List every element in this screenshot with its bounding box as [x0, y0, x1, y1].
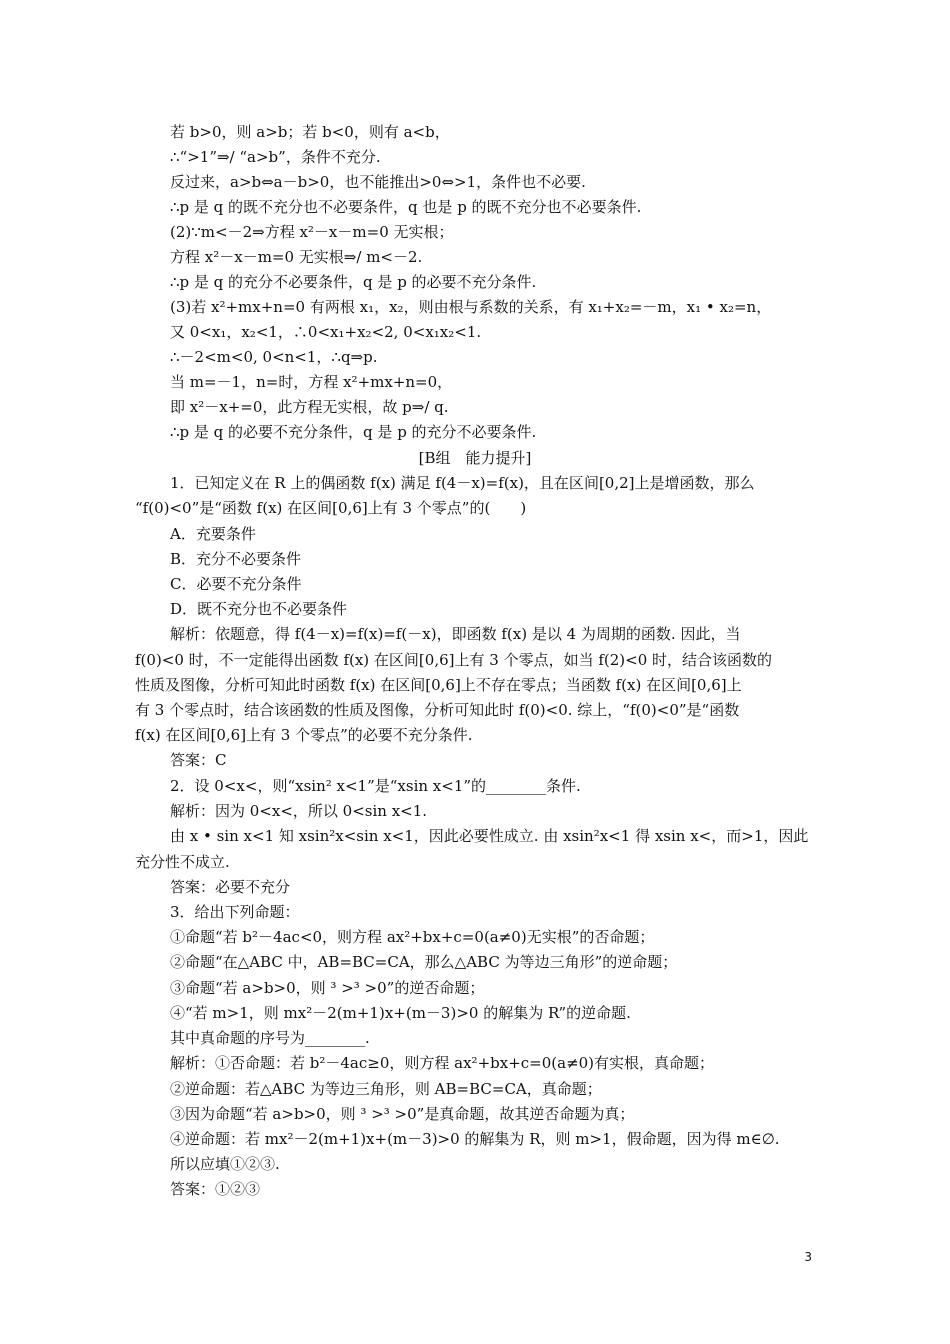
text-line: ③命题“若 a>b>0，则 ³ >³ >0”的逆否命题；	[170, 979, 485, 997]
text-line: ②逆命题：若△ABC 为等边三角形，则 AB=BC=CA，真命题；	[170, 1080, 602, 1098]
text-line: 1．已知定义在 R 上的偶函数 f(x) 满足 f(4－x)=f(x)，且在区间[0,2]上是增函数，那么	[170, 474, 755, 492]
text-line: 即 x²－x+=0，此方程无实根，故 p⇒/ q.	[170, 398, 449, 416]
text-line: D．既不充分也不必要条件	[170, 600, 348, 618]
text-line: 3．给出下列命题：	[170, 903, 300, 921]
text-line: 解析：因为 0<x<，所以 0<sin x<1.	[170, 802, 428, 820]
text-line: f(x) 在区间[0,6]上有 3 个零点”的必要不充分条件.	[135, 726, 473, 744]
text-line: 答案：C	[170, 751, 227, 769]
text-line: ④“若 m>1，则 mx²－2(m+1)x+(m－3)>0 的解集为 R”的逆命题.	[170, 1004, 631, 1022]
text-line: (3)若 x²+mx+n=0 有两根 x₁，x₂，则由根与系数的关系，有 x₁+x₂=－m，x₁ • x₂=n，	[170, 298, 772, 316]
text-line: “f(0)<0”是“函数 f(x) 在区间[0,6]上有 3 个零点”的( )	[135, 499, 527, 517]
text-line: 其中真命题的序号为________.	[170, 1029, 370, 1047]
text-line: 由 x • sin x<1 知 xsin²x<sin x<1，因此必要性成立. 由 xsin²x<1 得 xsin x<，而>1，因此	[170, 827, 809, 845]
text-line: 充分性不成立.	[135, 853, 230, 871]
text-line: ④逆命题：若 mx²－2(m+1)x+(m－3)>0 的解集为 R，则 m>1，假命题，因为得 m∈∅.	[170, 1130, 780, 1148]
text-line: ∴－2<m<0, 0<n<1，∴q⇒p.	[170, 348, 378, 366]
text-line: 答案：必要不充分	[170, 878, 291, 896]
text-line: C．必要不充分条件	[170, 575, 302, 593]
text-line: ∴p 是 q 的充分不必要条件，q 是 p 的必要不充分条件.	[170, 273, 537, 291]
text-line: ②命题“在△ABC 中，AB=BC=CA，那么△ABC 为等边三角形”的逆命题；	[170, 953, 678, 971]
text-line: ③因为命题“若 a>b>0，则 ³ >³ >0”是真命题，故其逆否命题为真；	[170, 1105, 635, 1123]
page-number: 3	[804, 1250, 812, 1264]
text-line: 解析：①否命题：若 b²－4ac≥0，则方程 ax²+bx+c=0(a≠0)有实根，真命题；	[170, 1054, 715, 1072]
text-line: B．充分不必要条件	[170, 550, 302, 568]
text-line: 答案：①②③	[170, 1180, 261, 1198]
text-line: 当 m=－1，n=时，方程 x²+mx+n=0，	[170, 373, 453, 391]
text-line: 性质及图像，分析可知此时函数 f(x) 在区间[0,6]上不存在零点；当函数 f(x) 在区间[0,6]上	[135, 676, 742, 694]
text-line: [B组 能力提升]	[418, 449, 532, 467]
text-line: 又 0<x₁，x₂<1，∴0<x₁+x₂<2, 0<x₁x₂<1.	[170, 323, 482, 341]
text-line: A．充要条件	[170, 525, 256, 543]
text-line: ∴“>1”⇒/ “a>b”，条件不充分.	[170, 148, 381, 166]
text-line: 有 3 个零点时，结合该函数的性质及图像，分析可知此时 f(0)<0. 综上，“f(0)<0”是“函数	[135, 701, 740, 719]
text-line: ∴p 是 q 的既不充分也不必要条件，q 也是 p 的既不充分也不必要条件.	[170, 198, 642, 216]
text-line: 解析：依题意，得 f(4－x)=f(x)=f(－x)，即函数 f(x) 是以 4 为周期的函数. 因此，当	[170, 625, 741, 643]
text-line: ∴p 是 q 的必要不充分条件，q 是 p 的充分不必要条件.	[170, 423, 537, 441]
text-line: 若 b>0，则 a>b；若 b<0，则有 a<b，	[170, 123, 450, 141]
text-line: 所以应填①②③.	[170, 1155, 280, 1173]
text-line: (2)∵m<－2⇒方程 x²－x－m=0 无实根；	[170, 223, 454, 241]
text-line: 2．设 0<x<，则“xsin² x<1”是“xsin x<1”的________条件.	[170, 777, 581, 795]
text-line: 反过来，a>b⇔a－b>0，也不能推出>0⇔>1，条件也不必要.	[170, 173, 586, 191]
text-line: 方程 x²－x－m=0 无实根⇒/ m<－2.	[170, 248, 423, 266]
text-line: f(0)<0 时，不一定能得出函数 f(x) 在区间[0,6]上有 3 个零点，如当 f(2)<0 时，结合该函数的	[135, 651, 773, 669]
text-line: ①命题“若 b²－4ac<0，则方程 ax²+bx+c=0(a≠0)无实根”的否命题；	[170, 928, 655, 946]
